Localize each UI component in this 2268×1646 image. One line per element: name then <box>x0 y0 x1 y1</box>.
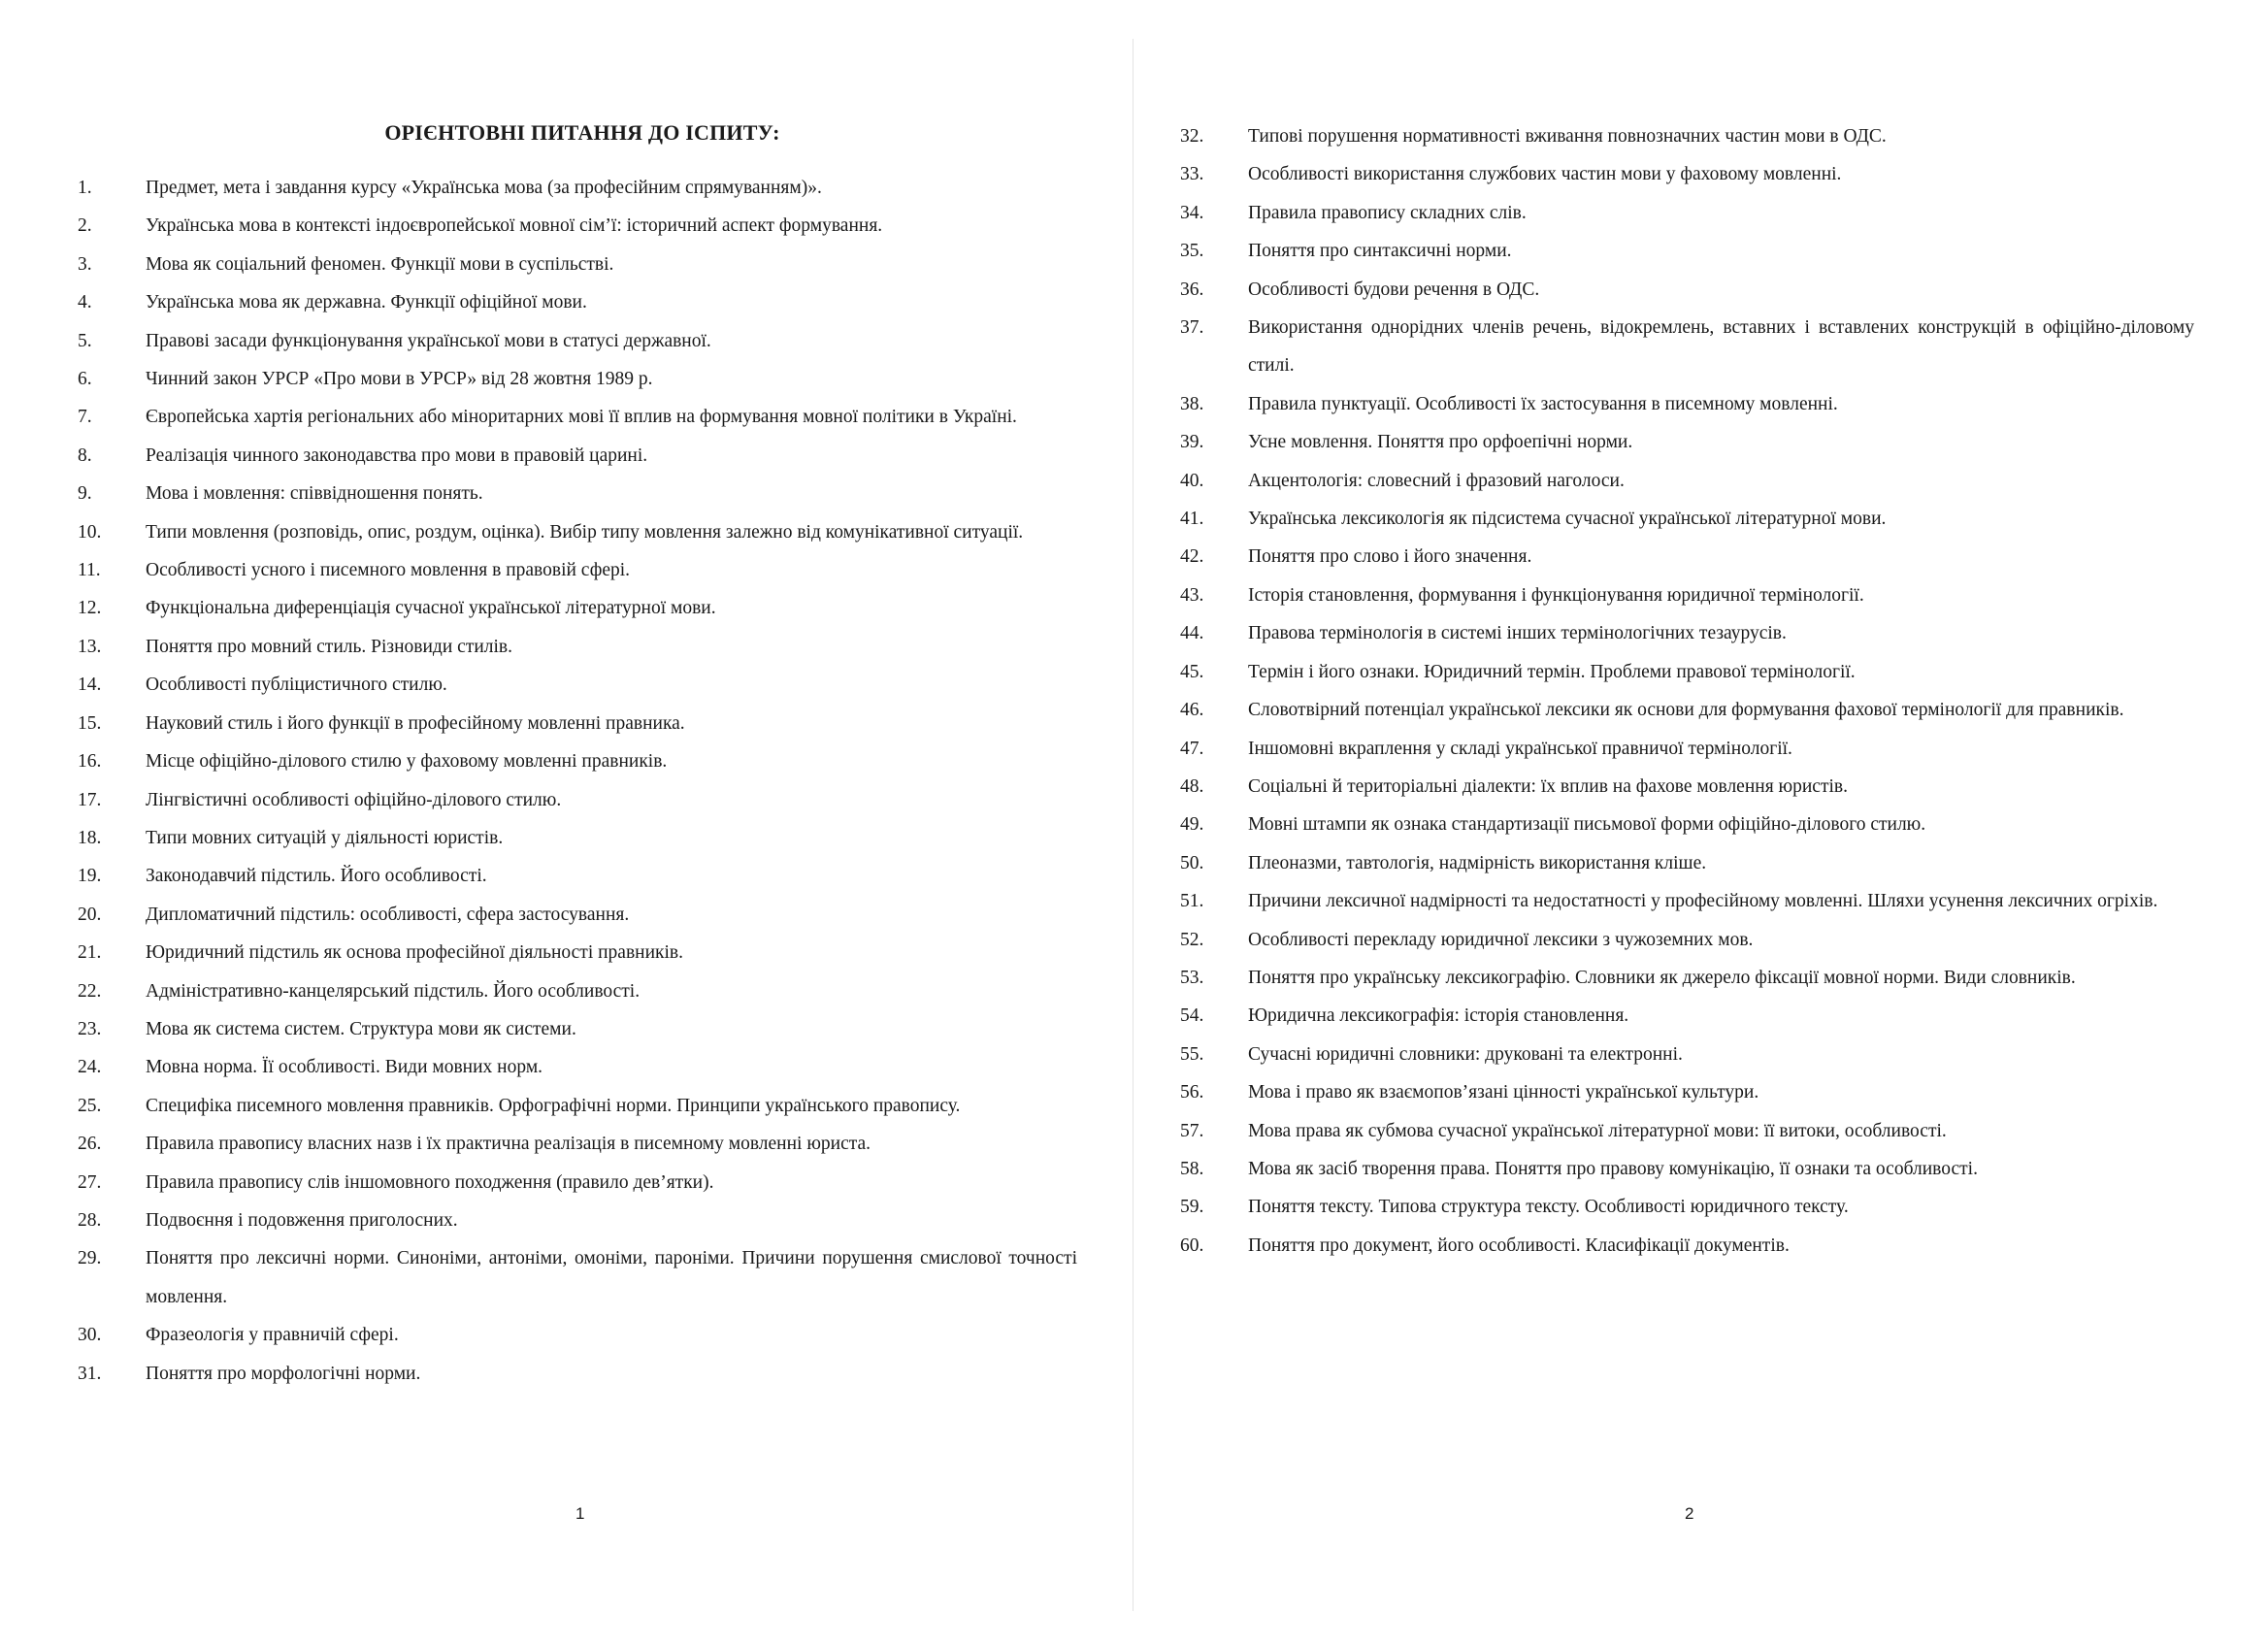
document-title: ОРІЄНТОВНІ ПИТАННЯ ДО ІСПИТУ: <box>384 120 780 145</box>
question-text: Мова права як субмова сучасної української літературної мови: її витоки, особливості. <box>1248 1120 1947 1141</box>
question-number: 43. <box>1180 584 1204 606</box>
question-number: 9. <box>78 483 92 505</box>
question-item <box>78 972 1087 1010</box>
question-text: Дипломатичний підстиль: особливості, сфера застосування. <box>146 904 630 925</box>
question-number: 54. <box>1180 1005 1204 1027</box>
question-number: 60. <box>1180 1234 1204 1256</box>
question-number: 19. <box>78 866 102 887</box>
question-item <box>78 742 1087 780</box>
question-number: 50. <box>1180 852 1204 873</box>
question-text: Поняття про українську лексикографію. Словники як джерело фіксації мовної норми. Види словників. <box>1248 967 2076 988</box>
question-item <box>78 1087 1087 1125</box>
question-item <box>1180 1188 2209 1226</box>
question-number: 12. <box>78 598 102 619</box>
question-item <box>78 1316 1087 1354</box>
question-text: Типові порушення нормативності вживання повнозначних частин мови в ОДС. <box>1248 126 1887 147</box>
question-item <box>78 781 1087 819</box>
question-item <box>78 705 1087 742</box>
question-text: Особливості будови речення в ОДС. <box>1248 279 1540 300</box>
question-text: Поняття про мовний стиль. Різновиди стилів. <box>146 636 513 657</box>
question-text: Соціальні й територіальні діалекти: їх вплив на фахове мовлення юристів. <box>1248 775 1848 797</box>
question-text: Мова і мовлення: співвідношення понять. <box>146 483 483 505</box>
question-item <box>1180 1112 2209 1150</box>
question-number: 8. <box>78 444 92 466</box>
question-number: 46. <box>1180 700 1204 721</box>
question-item <box>78 246 1087 283</box>
question-text: Мова як система систем. Структура мови як системи. <box>146 1018 576 1039</box>
question-number: 21. <box>78 942 102 964</box>
question-number: 1. <box>78 178 92 198</box>
question-text: Реалізація чинного законодавства про мови в правовій царині. <box>146 444 648 466</box>
question-item <box>1180 1073 2209 1111</box>
question-text: Мовні штампи як ознака стандартизації письмової форми офіційно-ділового стилю. <box>1248 814 1926 836</box>
question-text: Предмет, мета і завдання курсу «Українська мова (за професійним спрямуванням)». <box>146 178 822 198</box>
question-text: Усне мовлення. Поняття про орфоепічні норми. <box>1248 432 1633 453</box>
question-number: 51. <box>1180 891 1204 912</box>
question-number: 47. <box>1180 738 1204 759</box>
question-text: Науковий стиль і його функції в професійному мовленні правника. <box>146 712 685 734</box>
question-number: 59. <box>1180 1197 1204 1218</box>
question-text: Лінгвістичні особливості офіційно-ділового стилю. <box>146 789 562 810</box>
question-item <box>78 360 1087 398</box>
question-number: 48. <box>1180 775 1204 797</box>
question-item <box>78 551 1087 589</box>
question-number: 18. <box>78 827 102 848</box>
question-item <box>1180 271 2209 309</box>
question-item <box>78 666 1087 704</box>
question-text: Словотвірний потенціал української лексики як основи для формування фахової термінології для правників. <box>1248 700 2124 721</box>
question-text: Українська мова в контексті індоєвропейської мовної сім’ї: історичний аспект формування. <box>146 215 883 237</box>
question-item <box>78 283 1087 321</box>
question-number: 53. <box>1180 967 1204 988</box>
question-number: 15. <box>78 712 102 734</box>
question-item <box>78 475 1087 512</box>
question-item <box>1180 1036 2209 1073</box>
question-item <box>1180 194 2209 232</box>
question-item <box>1180 959 2209 997</box>
question-number: 24. <box>78 1057 102 1078</box>
question-number: 4. <box>78 292 92 313</box>
question-number: 10. <box>78 521 102 543</box>
question-number: 27. <box>78 1171 102 1193</box>
question-item <box>78 1202 1087 1239</box>
question-number: 49. <box>1180 814 1204 836</box>
question-number: 55. <box>1180 1043 1204 1065</box>
question-number: 3. <box>78 253 92 275</box>
question-text: Українська мова як державна. Функції офіційної мови. <box>146 292 587 313</box>
question-text: Акцентологія: словесний і фразовий наголоси. <box>1248 470 1625 491</box>
question-text: Правила правопису слів іншомовного походження (правило дев’ятки). <box>146 1171 714 1193</box>
question-item <box>1180 309 2209 385</box>
question-item <box>1180 155 2209 193</box>
question-text: Законодавчий підстиль. Його особливості. <box>146 866 487 887</box>
question-item <box>1180 691 2209 729</box>
question-text: Типи мовних ситуацій у діяльності юристів. <box>146 827 504 848</box>
question-text: Європейська хартія регіональних або міноритарних мові її вплив на формування мовної політики в Україні. <box>146 407 1017 428</box>
question-text: Причини лексичної надмірності та недостатності у професійному мовленні. Шляхи усунення лексичних огріхів. <box>1248 891 2158 912</box>
question-item <box>1180 462 2209 500</box>
document-page-2 <box>1134 0 2268 1646</box>
question-item <box>1180 500 2209 538</box>
question-text: Адміністративно-канцелярський підстиль. Його особливості. <box>146 980 641 1002</box>
question-text: Мова і право як взаємопов’язані цінності української культури. <box>1248 1082 1759 1103</box>
question-list-page-2 <box>1180 117 2209 1265</box>
question-item <box>1180 1227 2209 1265</box>
question-number: 40. <box>1180 470 1204 491</box>
question-text: Поняття про документ, його особливості. Класифікації документів. <box>1248 1234 1790 1256</box>
question-number: 22. <box>78 980 102 1002</box>
question-text: Поняття про лексичні норми. Синоніми, антоніми, омоніми, пароніми. Причини порушення смислової точності мовлення. <box>146 1248 1077 1307</box>
question-number: 34. <box>1180 202 1204 223</box>
question-text: Типи мовлення (розповідь, опис, роздум, оцінка). Вибір типу мовлення залежно від комунікативної ситуації. <box>146 521 1024 543</box>
question-item <box>78 628 1087 666</box>
question-number: 6. <box>78 369 92 390</box>
question-item <box>1180 232 2209 270</box>
question-text: Специфіка писемного мовлення правників. Орфографічні норми. Принципи українського правопису. <box>146 1095 961 1116</box>
question-text: Чинний закон УРСР «Про мови в УРСР» від 28 жовтня 1989 р. <box>146 369 653 390</box>
question-text: Фразеологія у правничій сфері. <box>146 1325 399 1346</box>
question-number: 13. <box>78 636 102 657</box>
question-text: Сучасні юридичні словники: друковані та електронні. <box>1248 1043 1683 1065</box>
question-text: Поняття про морфологічні норми. <box>146 1363 421 1384</box>
question-number: 36. <box>1180 279 1204 300</box>
question-number: 26. <box>78 1134 102 1155</box>
question-text: Юридичний підстиль як основа професійної діяльності правників. <box>146 942 683 964</box>
question-number: 25. <box>78 1095 102 1116</box>
question-number: 29. <box>78 1248 102 1269</box>
question-number: 33. <box>1180 164 1204 185</box>
question-item <box>78 857 1087 895</box>
question-text: Особливості перекладу юридичної лексики з чужоземних мов. <box>1248 929 1754 950</box>
question-item <box>1180 1150 2209 1188</box>
question-number: 56. <box>1180 1082 1204 1103</box>
question-number: 44. <box>1180 623 1204 644</box>
question-item <box>1180 423 2209 461</box>
question-number: 7. <box>78 407 92 428</box>
question-item <box>1180 576 2209 614</box>
question-text: Поняття про слово і його значення. <box>1248 546 1532 568</box>
question-list-page-1 <box>78 169 1087 1393</box>
question-text: Особливості використання службових частин мови у фаховому мовленні. <box>1248 164 1842 185</box>
question-item <box>1180 844 2209 882</box>
question-text: Правова термінологія в системі інших термінологічних тезаурусів. <box>1248 623 1787 644</box>
question-number: 23. <box>78 1018 102 1039</box>
question-number: 57. <box>1180 1120 1204 1141</box>
question-number: 2. <box>78 215 92 237</box>
question-text: Правові засади функціонування української мови в статусі державної. <box>146 330 711 351</box>
page-number-1: 1 <box>575 1504 585 1523</box>
question-text: Мова як засіб творення права. Поняття про правову комунікацію, її ознаки та особливості. <box>1248 1158 1978 1179</box>
question-text: Мовна норма. Її особливості. Види мовних норм. <box>146 1057 543 1078</box>
question-item <box>78 513 1087 551</box>
question-text: Термін і його ознаки. Юридичний термін. Проблеми правової термінології. <box>1248 661 1856 682</box>
question-number: 45. <box>1180 661 1204 682</box>
page-number-2: 2 <box>1685 1504 1694 1523</box>
question-item <box>78 819 1087 857</box>
question-item <box>78 1239 1087 1316</box>
question-number: 58. <box>1180 1158 1204 1179</box>
question-item <box>78 398 1087 436</box>
question-item <box>1180 997 2209 1035</box>
question-number: 11. <box>78 560 101 581</box>
question-number: 5. <box>78 330 92 351</box>
question-item <box>78 1164 1087 1202</box>
question-item <box>1180 882 2209 920</box>
question-item <box>78 169 1087 207</box>
question-text: Поняття тексту. Типова структура тексту. Особливості юридичного тексту. <box>1248 1197 1849 1218</box>
question-text: Особливості усного і писемного мовлення в правовій сфері. <box>146 560 631 581</box>
question-item <box>1180 385 2209 423</box>
question-text: Іншомовні вкраплення у складі української правничої термінології. <box>1248 738 1792 759</box>
question-item <box>78 1048 1087 1086</box>
question-item <box>1180 730 2209 768</box>
question-item <box>78 589 1087 627</box>
question-number: 39. <box>1180 432 1204 453</box>
question-number: 30. <box>78 1325 102 1346</box>
question-text: Історія становлення, формування і функціонування юридичної термінології. <box>1248 584 1864 606</box>
question-number: 20. <box>78 904 102 925</box>
question-number: 31. <box>78 1363 102 1384</box>
question-item <box>78 322 1087 360</box>
question-item <box>1180 806 2209 843</box>
question-text: Правила пунктуації. Особливості їх застосування в писемному мовленні. <box>1248 393 1838 414</box>
question-number: 32. <box>1180 126 1204 147</box>
question-number: 17. <box>78 789 102 810</box>
question-item <box>1180 538 2209 576</box>
question-text: Використання однорідних членів речень, відокремлень, вставних і вставлених конструкцій в офіційно-діловому стилі. <box>1248 317 2194 377</box>
question-item <box>78 1010 1087 1048</box>
question-text: Правила правопису складних слів. <box>1248 202 1527 223</box>
question-number: 37. <box>1180 317 1204 339</box>
question-text: Плеоназми, тавтологія, надмірність використання кліше. <box>1248 852 1707 873</box>
question-number: 38. <box>1180 393 1204 414</box>
question-item <box>1180 614 2209 652</box>
question-text: Функціональна диференціація сучасної української літературної мови. <box>146 598 716 619</box>
question-number: 35. <box>1180 241 1204 262</box>
question-number: 52. <box>1180 929 1204 950</box>
question-text: Поняття про синтаксичні норми. <box>1248 241 1512 262</box>
question-item <box>1180 653 2209 691</box>
question-number: 14. <box>78 675 102 696</box>
question-item <box>78 1125 1087 1163</box>
question-text: Подвоєння і подовження приголосних. <box>146 1209 458 1231</box>
question-number: 41. <box>1180 509 1204 530</box>
question-item <box>78 934 1087 971</box>
question-item <box>1180 921 2209 959</box>
question-text: Українська лексикологія як підсистема сучасної української літературної мови. <box>1248 509 1887 530</box>
question-text: Особливості публіцистичного стилю. <box>146 675 447 696</box>
question-number: 42. <box>1180 546 1204 568</box>
question-item <box>1180 117 2209 155</box>
question-text: Місце офіційно-ділового стилю у фаховому мовленні правників. <box>146 751 668 773</box>
question-number: 28. <box>78 1209 102 1231</box>
question-item <box>78 896 1087 934</box>
question-item <box>78 1355 1087 1393</box>
question-item <box>1180 768 2209 806</box>
question-item <box>78 207 1087 245</box>
question-number: 16. <box>78 751 102 773</box>
question-text: Правила правопису власних назв і їх практична реалізація в писемному мовленні юриста. <box>146 1134 871 1155</box>
question-item <box>78 437 1087 475</box>
question-text: Мова як соціальний феномен. Функції мови в суспільстві. <box>146 253 614 275</box>
question-text: Юридична лексикографія: історія становлення. <box>1248 1005 1629 1027</box>
